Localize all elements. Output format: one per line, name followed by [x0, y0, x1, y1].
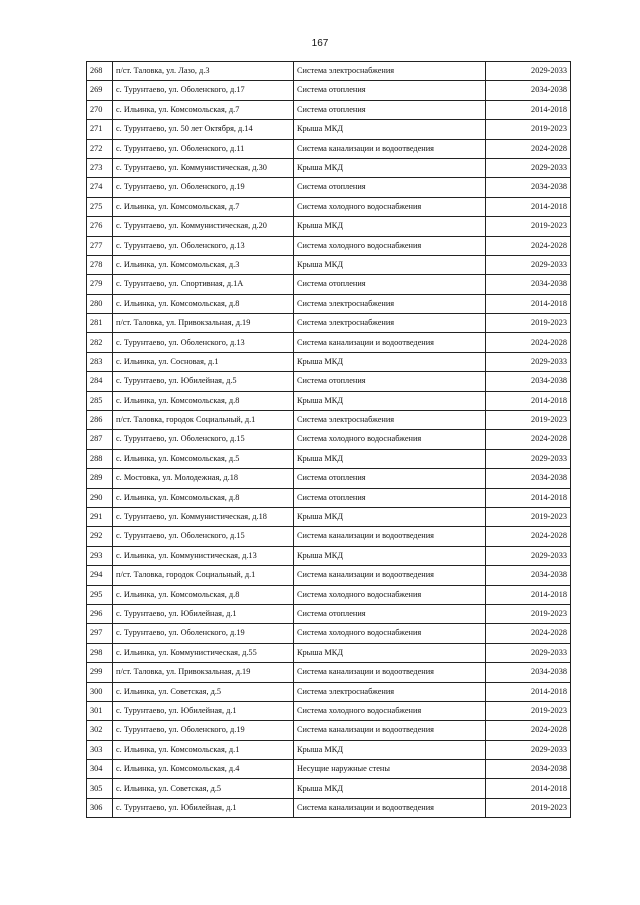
row-system: Система электроснабжения [294, 314, 486, 333]
row-period: 2034-2038 [486, 275, 571, 294]
repair-schedule-table [86, 61, 571, 818]
row-system: Система канализации и водоотведения [294, 566, 486, 585]
row-period: 2029-2033 [486, 546, 571, 565]
row-period: 2029-2033 [486, 449, 571, 468]
row-period: 2034-2038 [486, 566, 571, 585]
row-address: с. Турунтаево, ул. Оболенского, д.15 [113, 430, 294, 449]
row-number: 286 [87, 411, 113, 430]
row-number: 291 [87, 507, 113, 526]
row-number: 285 [87, 391, 113, 410]
table-row [87, 624, 571, 643]
row-period: 2024-2028 [486, 527, 571, 546]
row-number: 268 [87, 62, 113, 81]
row-address: с. Ильинка, ул. Коммунистическая, д.55 [113, 643, 294, 662]
row-period: 2014-2018 [486, 391, 571, 410]
row-system: Система отопления [294, 100, 486, 119]
row-system: Система холодного водоснабжения [294, 585, 486, 604]
row-system: Несущие наружные стены [294, 760, 486, 779]
row-address: с. Ильинка, ул. Комсомольская, д.5 [113, 449, 294, 468]
row-number: 281 [87, 314, 113, 333]
table-row [87, 217, 571, 236]
row-period: 2014-2018 [486, 488, 571, 507]
table-row [87, 158, 571, 177]
row-period: 2014-2018 [486, 779, 571, 798]
row-number: 270 [87, 100, 113, 119]
table-row [87, 546, 571, 565]
row-period: 2029-2033 [486, 643, 571, 662]
table-row [87, 488, 571, 507]
row-number: 298 [87, 643, 113, 662]
row-system: Крыша МКД [294, 352, 486, 371]
table-row [87, 701, 571, 720]
row-number: 278 [87, 255, 113, 274]
row-address: с. Турунтаево, ул. Оболенского, д.17 [113, 81, 294, 100]
row-number: 289 [87, 469, 113, 488]
row-address: с. Турунтаево, ул. Оболенского, д.19 [113, 178, 294, 197]
table-row [87, 236, 571, 255]
row-number: 287 [87, 430, 113, 449]
row-number: 303 [87, 740, 113, 759]
row-system: Система отопления [294, 488, 486, 507]
row-address: с. Турунтаево, ул. Оболенского, д.19 [113, 721, 294, 740]
row-period: 2034-2038 [486, 372, 571, 391]
row-period: 2029-2033 [486, 255, 571, 274]
row-system: Крыша МКД [294, 449, 486, 468]
row-system: Система холодного водоснабжения [294, 430, 486, 449]
row-system: Система электроснабжения [294, 682, 486, 701]
table-row [87, 372, 571, 391]
row-period: 2019-2023 [486, 604, 571, 623]
row-number: 305 [87, 779, 113, 798]
row-system: Крыша МКД [294, 217, 486, 236]
row-period: 2024-2028 [486, 139, 571, 158]
row-number: 273 [87, 158, 113, 177]
row-number: 282 [87, 333, 113, 352]
row-period: 2014-2018 [486, 100, 571, 119]
table-row [87, 139, 571, 158]
row-period: 2029-2033 [486, 158, 571, 177]
row-system: Система канализации и водоотведения [294, 721, 486, 740]
row-period: 2024-2028 [486, 721, 571, 740]
row-period: 2024-2028 [486, 430, 571, 449]
row-number: 274 [87, 178, 113, 197]
table-row [87, 81, 571, 100]
table-row [87, 682, 571, 701]
row-address: с. Ильинка, ул. Комсомольская, д.3 [113, 255, 294, 274]
row-address: п/ст. Таловка, ул. Привокзальная, д.19 [113, 663, 294, 682]
table-row [87, 469, 571, 488]
row-period: 2019-2023 [486, 798, 571, 817]
table-row [87, 255, 571, 274]
row-system: Система отопления [294, 275, 486, 294]
row-system: Система канализации и водоотведения [294, 663, 486, 682]
row-address: п/ст. Таловка, городок Социальный, д.1 [113, 411, 294, 430]
row-system: Система отопления [294, 372, 486, 391]
row-address: с. Ильинка, ул. Комсомольская, д.7 [113, 197, 294, 216]
row-number: 269 [87, 81, 113, 100]
row-address: с. Турунтаево, ул. 50 лет Октября, д.14 [113, 120, 294, 139]
row-number: 300 [87, 682, 113, 701]
row-system: Система холодного водоснабжения [294, 236, 486, 255]
page-number: 167 [311, 38, 329, 49]
table-row [87, 333, 571, 352]
table-row [87, 120, 571, 139]
table-row [87, 643, 571, 662]
row-period: 2014-2018 [486, 682, 571, 701]
row-address: с. Турунтаево, ул. Юбилейная, д.1 [113, 798, 294, 817]
row-number: 288 [87, 449, 113, 468]
row-system: Система канализации и водоотведения [294, 527, 486, 546]
row-address: с. Турунтаево, ул. Юбилейная, д.1 [113, 701, 294, 720]
table-row [87, 566, 571, 585]
row-address: с. Ильинка, ул. Советская, д.5 [113, 682, 294, 701]
table-row [87, 663, 571, 682]
row-address: п/ст. Таловка, ул. Привокзальная, д.19 [113, 314, 294, 333]
row-period: 2024-2028 [486, 236, 571, 255]
row-system: Крыша МКД [294, 255, 486, 274]
row-period: 2034-2038 [486, 663, 571, 682]
table-row [87, 430, 571, 449]
row-system: Крыша МКД [294, 740, 486, 759]
row-number: 283 [87, 352, 113, 371]
row-address: с. Ильинка, ул. Комсомольская, д.7 [113, 100, 294, 119]
row-address: с. Турунтаево, ул. Юбилейная, д.5 [113, 372, 294, 391]
row-number: 302 [87, 721, 113, 740]
row-period: 2019-2023 [486, 120, 571, 139]
table-row [87, 411, 571, 430]
row-period: 2034-2038 [486, 81, 571, 100]
table-row [87, 760, 571, 779]
row-number: 275 [87, 197, 113, 216]
row-system: Крыша МКД [294, 158, 486, 177]
table-row [87, 100, 571, 119]
table-row [87, 604, 571, 623]
row-number: 271 [87, 120, 113, 139]
row-number: 295 [87, 585, 113, 604]
row-address: п/ст. Таловка, ул. Лазо, д.3 [113, 62, 294, 81]
row-number: 279 [87, 275, 113, 294]
row-system: Система холодного водоснабжения [294, 624, 486, 643]
row-address: с. Турунтаево, ул. Коммунистическая, д.18 [113, 507, 294, 526]
row-number: 304 [87, 760, 113, 779]
table-row [87, 721, 571, 740]
row-address: с. Турунтаево, ул. Оболенского, д.11 [113, 139, 294, 158]
row-number: 297 [87, 624, 113, 643]
row-address: с. Турунтаево, ул. Коммунистическая, д.20 [113, 217, 294, 236]
table-row [87, 197, 571, 216]
row-period: 2029-2033 [486, 62, 571, 81]
row-period: 2024-2028 [486, 624, 571, 643]
row-system: Крыша МКД [294, 546, 486, 565]
table-row [87, 779, 571, 798]
row-system: Крыша МКД [294, 391, 486, 410]
row-address: с. Ильинка, ул. Сосновая, д.1 [113, 352, 294, 371]
row-number: 299 [87, 663, 113, 682]
row-address: с. Турунтаево, ул. Оболенского, д.19 [113, 624, 294, 643]
table-row [87, 507, 571, 526]
row-number: 294 [87, 566, 113, 585]
table-row [87, 62, 571, 81]
row-address: с. Ильинка, ул. Комсомольская, д.8 [113, 585, 294, 604]
table-row [87, 527, 571, 546]
row-system: Система холодного водоснабжения [294, 197, 486, 216]
table-row [87, 314, 571, 333]
row-system: Система отопления [294, 604, 486, 623]
row-period: 2014-2018 [486, 585, 571, 604]
table-row [87, 798, 571, 817]
row-number: 306 [87, 798, 113, 817]
row-number: 280 [87, 294, 113, 313]
row-period: 2019-2023 [486, 411, 571, 430]
row-system: Крыша МКД [294, 507, 486, 526]
row-system: Система отопления [294, 81, 486, 100]
row-address: п/ст. Таловка, городок Социальный, д.1 [113, 566, 294, 585]
row-system: Система электроснабжения [294, 294, 486, 313]
row-period: 2029-2033 [486, 352, 571, 371]
row-system: Система электроснабжения [294, 62, 486, 81]
row-number: 296 [87, 604, 113, 623]
row-number: 272 [87, 139, 113, 158]
row-system: Система канализации и водоотведения [294, 798, 486, 817]
row-number: 276 [87, 217, 113, 236]
row-address: с. Турунтаево, ул. Юбилейная, д.1 [113, 604, 294, 623]
row-period: 2034-2038 [486, 178, 571, 197]
row-system: Система отопления [294, 178, 486, 197]
row-system: Крыша МКД [294, 779, 486, 798]
row-number: 301 [87, 701, 113, 720]
row-system: Крыша МКД [294, 643, 486, 662]
table-row [87, 449, 571, 468]
row-address: с. Ильинка, ул. Комсомольская, д.8 [113, 391, 294, 410]
row-period: 2014-2018 [486, 197, 571, 216]
row-number: 292 [87, 527, 113, 546]
row-number: 277 [87, 236, 113, 255]
row-address: с. Ильинка, ул. Советская, д.5 [113, 779, 294, 798]
table-row [87, 585, 571, 604]
table-row [87, 352, 571, 371]
row-system: Система канализации и водоотведения [294, 139, 486, 158]
table-row [87, 740, 571, 759]
row-period: 2019-2023 [486, 701, 571, 720]
row-period: 2019-2023 [486, 217, 571, 236]
row-number: 290 [87, 488, 113, 507]
row-address: с. Турунтаево, ул. Коммунистическая, д.30 [113, 158, 294, 177]
table-row [87, 275, 571, 294]
row-system: Система холодного водоснабжения [294, 701, 486, 720]
row-address: с. Турунтаево, ул. Оболенского, д.13 [113, 236, 294, 255]
row-system: Система канализации и водоотведения [294, 333, 486, 352]
row-period: 2019-2023 [486, 507, 571, 526]
row-system: Система отопления [294, 469, 486, 488]
row-period: 2034-2038 [486, 469, 571, 488]
row-address: с. Ильинка, ул. Комсомольская, д.8 [113, 488, 294, 507]
row-address: с. Мостовка, ул. Молодежная, д.18 [113, 469, 294, 488]
row-address: с. Турунтаево, ул. Оболенского, д.13 [113, 333, 294, 352]
row-address: с. Ильинка, ул. Коммунистическая, д.13 [113, 546, 294, 565]
row-number: 293 [87, 546, 113, 565]
row-period: 2034-2038 [486, 760, 571, 779]
row-address: с. Турунтаево, ул. Оболенского, д.15 [113, 527, 294, 546]
row-address: с. Турунтаево, ул. Спортивная, д.1А [113, 275, 294, 294]
row-period: 2029-2033 [486, 740, 571, 759]
table-row [87, 178, 571, 197]
row-system: Крыша МКД [294, 120, 486, 139]
table-row [87, 391, 571, 410]
row-period: 2019-2023 [486, 314, 571, 333]
table-body [87, 62, 571, 818]
row-period: 2024-2028 [486, 333, 571, 352]
row-address: с. Ильинка, ул. Комсомольская, д.8 [113, 294, 294, 313]
row-system: Система электроснабжения [294, 411, 486, 430]
table-row [87, 294, 571, 313]
row-period: 2014-2018 [486, 294, 571, 313]
row-address: с. Ильинка, ул. Комсомольская, д.4 [113, 760, 294, 779]
row-number: 284 [87, 372, 113, 391]
row-address: с. Ильинка, ул. Комсомольская, д.1 [113, 740, 294, 759]
